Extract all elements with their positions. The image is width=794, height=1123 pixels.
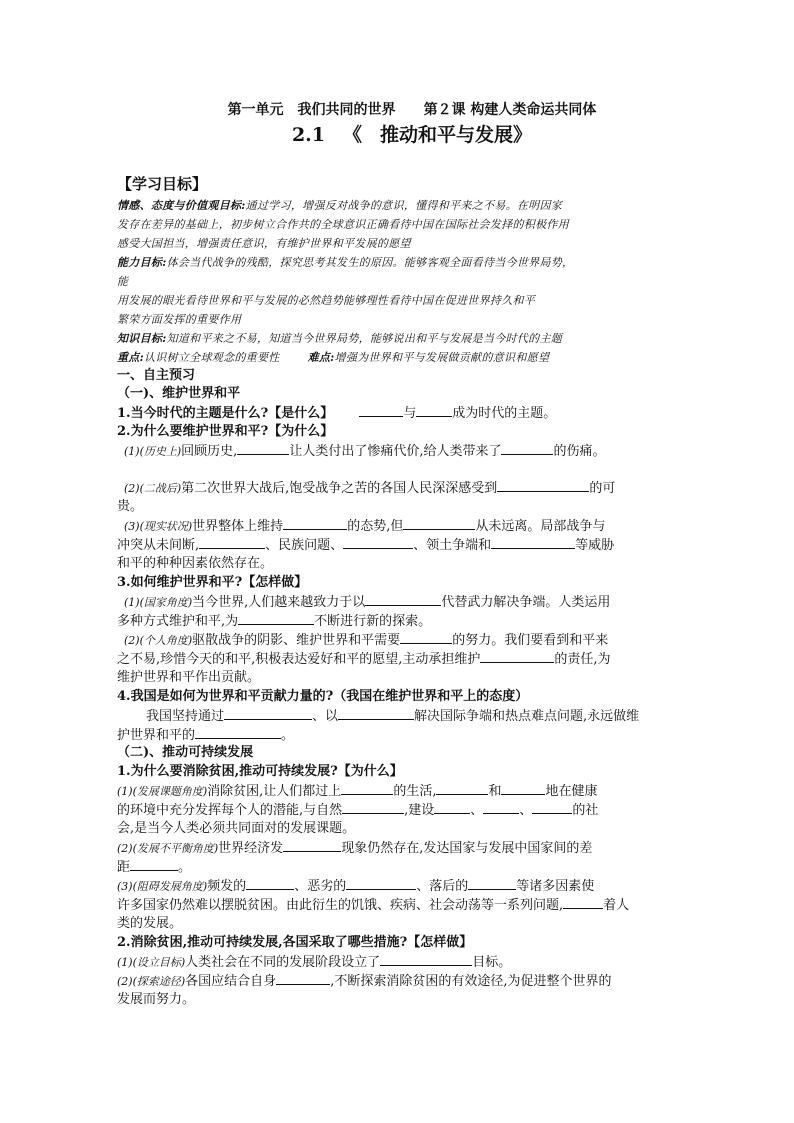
question-4: 4.我国是如何为世界和平贡献力量的?（我国在维护世界和平上的态度） <box>117 689 529 704</box>
answer-line: 多种方式维护和平,为 不断进行新的探索。 <box>117 611 677 630</box>
answer-line: (2)(探索途径)各国应结合自身 ,不断探索消除贫困的有效途径,为促进整个世界的 <box>117 971 677 990</box>
answer-blank[interactable] <box>283 838 341 852</box>
answer-blank[interactable] <box>563 895 603 909</box>
answer-blank[interactable] <box>342 800 404 814</box>
answer-line: (1)(发展课题角度)消除贫困,让人们都过上 的生活, 和 地在健康 <box>117 781 677 800</box>
answer-line: 我国坚持通过 、以 解决国际争端和热点难点问题,永远做维 <box>117 706 677 725</box>
ability-label: 能力目标: <box>117 256 167 269</box>
key-point-label: 重点: <box>117 351 144 364</box>
answer-blank[interactable] <box>341 781 393 795</box>
answer-line: 维护世界和平作出贡献。 <box>117 670 261 685</box>
answer-line: 护世界和平的 。 <box>117 725 677 744</box>
part2-title: （二)、推动可持续发展 <box>117 745 254 760</box>
answer-blank[interactable] <box>195 725 281 739</box>
answer-line: 类的发展。 <box>117 916 183 931</box>
difficulty-label: 难点: <box>307 351 335 364</box>
answer-blank[interactable] <box>224 706 312 720</box>
answer-blank[interactable] <box>346 876 416 890</box>
objectives-heading: 【学习目标】 <box>117 175 208 193</box>
close-quote: 》 <box>513 124 533 146</box>
question-1: 1.当今时代的主题是什么?【是什么】 与 成为时代的主题。 <box>117 403 677 422</box>
answer-blank[interactable] <box>343 535 413 549</box>
objective-line: 用发展的眼光看待世界和平与发展的必然趋势能够理性看待中国在促进世界持久和平 <box>117 294 536 307</box>
answer-blank[interactable] <box>480 649 554 663</box>
objective-line: 感受大国担当，增强责任意识，有维护世界和平发展的愿望 <box>117 237 411 250</box>
answer-line: 冲突从未间断, 、民族问题、 、领土争端和 等威胁 <box>117 535 677 554</box>
answer-blank[interactable] <box>436 781 488 795</box>
answer-blank[interactable] <box>237 441 289 455</box>
emotion-label: 情感、态度与价值观目标: <box>117 199 246 212</box>
answer-blank[interactable] <box>365 592 441 606</box>
answer-blank[interactable] <box>434 800 470 814</box>
answer-blank[interactable] <box>276 971 330 985</box>
objective-line: 繁荣方面发挥的重要作用 <box>117 313 242 326</box>
objective-line: 情感、态度与价值观目标:通过学习，增强反对战争的意识，懂得和平来之不易。在明因家 <box>117 199 563 212</box>
answer-blank[interactable] <box>359 403 403 417</box>
answer-blank[interactable] <box>246 876 294 890</box>
answer-blank[interactable] <box>501 441 553 455</box>
section-name: 推动和平与发展 <box>380 124 514 146</box>
answer-line: (2)(个人角度)驱散战争的阴影、维护世界和平需要 的努力。我们要看到和平来 <box>117 630 677 649</box>
section-title <box>147 120 677 150</box>
answer-blank[interactable] <box>403 516 475 530</box>
answer-line: (1)(国家角度)当今世界,人们越来越致力于以 代替武力解决争端。人类运用 <box>117 592 677 611</box>
objective-line: 重点:认识树立全球观念的重要性 难点:增强为世界和平与发展做贡献的意识和愿望 <box>117 351 550 364</box>
answer-blank[interactable] <box>497 478 589 492</box>
objective-line: 发存在差异的基础上，初步树立合作共的全球意识正确看待中国在国际社会发择的积极作用 <box>117 218 569 231</box>
open-quote: 《 <box>343 124 363 146</box>
answer-line: 贵。 <box>117 499 144 514</box>
part1-title: （一)、维护世界和平 <box>117 386 241 401</box>
answer-line: 和平的种种因素依然存在。 <box>117 556 274 571</box>
objective-line: 知识目标:知道和平来之不易，知道当今世界局势，能够说出和平与发展是当今时代的主题 <box>117 332 563 345</box>
answer-line: 发展而努力。 <box>117 992 196 1007</box>
answer-blank[interactable] <box>130 857 178 871</box>
answer-line: (3)(现实状况)世界整体上维持 的态势,但 从未远离。局部战争与 <box>117 516 677 535</box>
answer-line: (2)(二战后)第二次世界大战后,饱受战争之苦的各国人民深深感受到 的可 <box>117 478 677 497</box>
answer-line: 之不易,珍惜今天的和平,积极表达爱好和平的愿望,主动承担维护 的责任,为 <box>117 649 677 668</box>
answer-line: 许多国家仍然难以摆脱贫困。由此衍生的饥饿、疾病、社会动荡等一系列问题, 着人 <box>117 895 677 914</box>
answer-blank[interactable] <box>416 403 452 417</box>
answer-line: (1)(设立目标)人类社会在不同的发展阶段设立了 目标。 <box>117 952 677 971</box>
answer-blank[interactable] <box>491 535 575 549</box>
answer-line: (2)(发展不平衡角度)世界经济发 现象仍然存在,发达国家与发展中国家间的差 <box>117 838 677 857</box>
question-2: 2.为什么要维护世界和平?【为什么】 <box>117 424 334 439</box>
answer-blank[interactable] <box>400 630 452 644</box>
knowledge-label: 知识目标: <box>117 332 167 345</box>
objective-line: 能 <box>117 275 129 288</box>
question-5: 1.为什么要消除贫困,推动可持续发展?【为什么】 <box>117 764 403 779</box>
objective-line: 能力目标:体会当代战争的残酷，探究思考其发生的原因。能够客观全面看待当今世界局势， <box>117 256 574 269</box>
unit-lesson-header <box>147 100 677 120</box>
preview-title: 一、自主预习 <box>117 368 196 383</box>
answer-blank[interactable] <box>501 781 545 795</box>
question-6: 2.消除贫困,推动可持续发展,各国采取了哪些措施?【怎样做】 <box>117 935 473 950</box>
answer-line: (1)(历史上)回顾历史, 让人类付出了惨痛代价,给人类带来了 的伤痛。 <box>117 441 677 460</box>
answer-blank[interactable] <box>483 800 519 814</box>
answer-line: 的环境中充分发挥每个人的潜能,与自然 ,建设 、 、 的社 <box>117 800 677 819</box>
answer-blank[interactable] <box>532 800 572 814</box>
answer-line: (3)(阻碍发展角度)频发的 、恶劣的 、落后的 等诸多因素使 <box>117 876 677 895</box>
lesson-title: 第２课 构建人类命运共同体 <box>423 102 597 118</box>
answer-blank[interactable] <box>468 876 516 890</box>
answer-blank[interactable] <box>338 706 414 720</box>
answer-line: 距 。 <box>117 857 677 876</box>
question-3: 3.如何维护世界和平?【怎样做】 <box>117 575 308 590</box>
answer-blank[interactable] <box>380 952 472 966</box>
answer-blank[interactable] <box>283 516 347 530</box>
unit-title: 第一单元 我们共同的世界 <box>227 102 396 118</box>
answer-blank[interactable] <box>238 611 314 625</box>
section-number: 2.1 <box>291 124 325 146</box>
answer-line: 会,是当今人类必须共同面对的发展课题。 <box>117 821 356 836</box>
worksheet-page <box>117 100 677 1009</box>
answer-blank[interactable] <box>199 535 265 549</box>
